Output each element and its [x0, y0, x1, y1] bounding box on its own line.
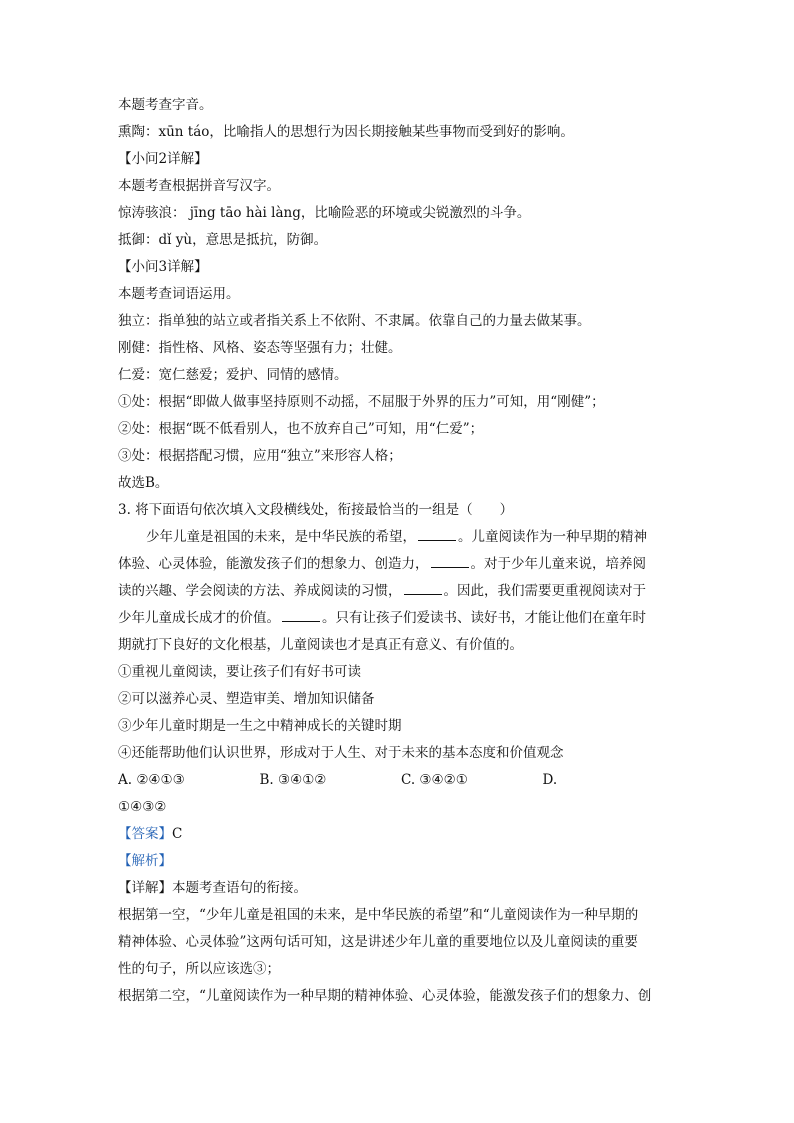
- fill-blank: [282, 608, 320, 622]
- text-line: 熏陶：xūn táo，比喻指人的思想行为因长期接触某些事物而受到好的影响。: [118, 124, 574, 140]
- text-line: ③处：根据搭配习惯，应用“独立”来形容人格；: [118, 448, 402, 464]
- text-line: 仁爱：宽仁慈爱；爱护、同情的感情。: [118, 367, 348, 383]
- text-line: 根据第二空，“儿童阅读作为一种早期的精神体验、心灵体验，能激发孩子们的想象力、创: [118, 988, 652, 1004]
- text-line: 抵御：dǐ yù，意思是抵抗，防御。: [118, 232, 328, 248]
- section-heading: 【小问3详解】: [118, 259, 208, 275]
- sentence-item: ③少年儿童时期是一生之中精神成长的关键时期: [118, 718, 402, 734]
- fill-blank: [418, 527, 456, 541]
- passage-text: 。只有让孩子们爱读书、读好书，才能让他们在童年时: [322, 610, 646, 626]
- passage-text: 少年儿童是祖国的未来，是中华民族的希望，: [146, 529, 416, 545]
- analysis-label: 【解析】: [118, 853, 172, 869]
- answer-label: 【答案】: [118, 826, 172, 842]
- option-b: B. ③④①②: [259, 772, 327, 788]
- text-line: 性的句子，所以应该选③；: [118, 961, 280, 977]
- answer-line: [118, 821, 684, 848]
- text-line: 本题考查词语运用。: [118, 286, 240, 302]
- answer-value: C: [172, 826, 183, 842]
- detail-text: 本题考查语句的衔接。: [172, 880, 307, 896]
- passage-line: [118, 605, 684, 632]
- passage-line: 期就打下良好的文化根基，儿童阅读也才是真正有意义、有价值的。: [118, 637, 523, 653]
- passage-line: [118, 551, 684, 578]
- passage-text: 体验、心灵体验，能激发孩子们的想象力、创造力，: [118, 556, 429, 572]
- detail-label: 【详解】: [118, 880, 172, 896]
- text-line: 本题考查字音。: [118, 97, 213, 113]
- fill-blank: [404, 581, 442, 595]
- option-a: A. ②④①③: [118, 772, 185, 788]
- passage-text: 。对于少年儿童来说，培养阅: [470, 556, 646, 572]
- text-line: ②处：根据“既不低看别人，也不放弃自己”可知，用“仁爱”；: [118, 421, 484, 437]
- option-d-continuation: ①④③②: [118, 799, 167, 815]
- text-line: 精神体验、心灵体验”这两句话可知，这是讲述少年儿童的重要地位以及儿童阅读的重要: [118, 934, 638, 950]
- passage-text: 少年儿童成长成才的价值。: [118, 610, 280, 626]
- passage-line: [118, 578, 684, 605]
- option-d: D.: [542, 772, 558, 788]
- text-line: 刚健：指性格、风格、姿态等坚强有力；壮健。: [118, 340, 402, 356]
- question-stem: 3. 将下面语句依次填入文段横线处，衔接最恰当的一组是（ ）: [118, 502, 514, 518]
- detail-line: [118, 875, 684, 902]
- text-line: 本题考查根据拼音写汉字。: [118, 178, 280, 194]
- text-line: 根据第一空，“少年儿童是祖国的未来，是中华民族的希望”和“儿童阅读作为一种早期的: [118, 907, 639, 923]
- text-line: 故选B。: [118, 475, 169, 491]
- text-line: 独立：指单独的站立或者指关系上不依附、不隶属。依靠自己的力量去做某事。: [118, 313, 591, 329]
- sentence-item: ①重视儿童阅读，要让孩子们有好书可读: [118, 664, 361, 680]
- sentence-item: ④还能帮助他们认识世界，形成对于人生、对于未来的基本态度和价值观念: [118, 745, 564, 761]
- passage-line: [118, 524, 684, 551]
- sentence-item: ②可以滋养心灵、塑造审美、增加知识储备: [118, 691, 375, 707]
- text-line: ①处：根据“即做人做事坚持原则不动摇，不屈服于外界的压力”可知，用“刚健”；: [118, 394, 605, 410]
- passage-text: 。儿童阅读作为一种早期的精神: [458, 529, 647, 545]
- fill-blank: [431, 554, 469, 568]
- section-heading: 【小问2详解】: [118, 151, 208, 167]
- passage-text: 读的兴趣、学会阅读的方法、养成阅读的习惯，: [118, 583, 402, 599]
- text-line: 惊涛骇浪： jīng tāo hài làng，比喻险恶的环境或尖锐激烈的斗争。: [118, 205, 531, 221]
- answer-options: [118, 767, 684, 794]
- passage-text: 。因此，我们需要更重视阅读对于: [443, 583, 646, 599]
- option-c: C. ③④②①: [401, 772, 468, 788]
